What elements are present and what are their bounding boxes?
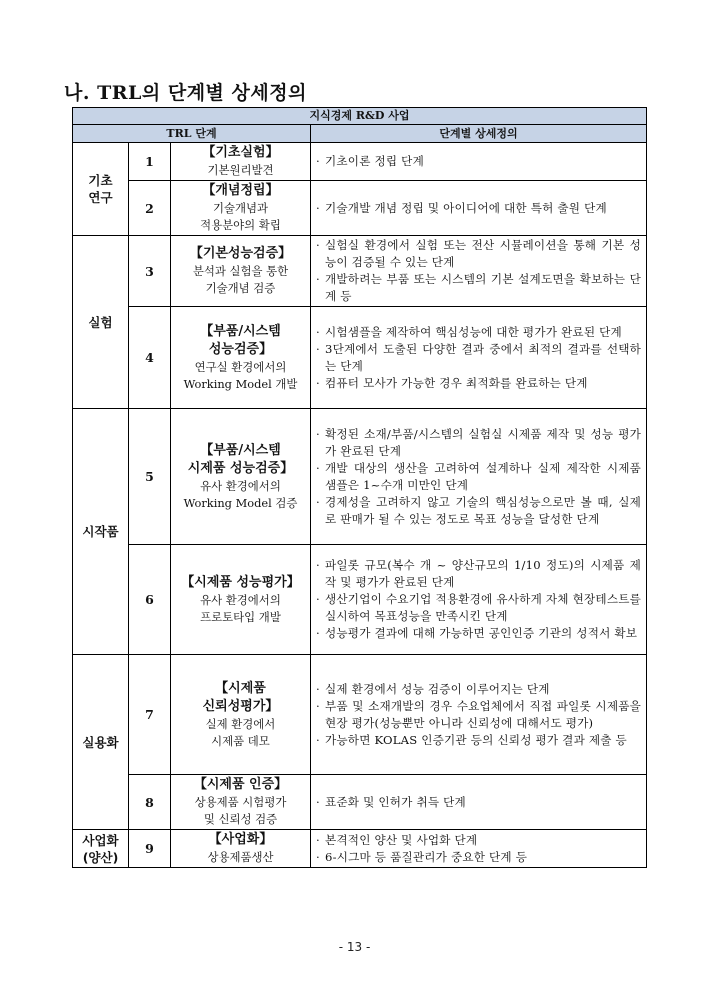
trl-name-cell (171, 143, 311, 181)
definition-item: · 실제 환경에서 성능 검증이 이루어지는 단계 (316, 681, 641, 698)
trl-subtitle: 기술개념과 (212, 201, 269, 215)
trl-row-8 (73, 775, 647, 830)
definition-item: · 경제성을 고려하지 않고 기술의 핵심성능으로만 볼 때, 실제로 판매가 될 수 있는 정도로 목표 성능을 달성한 단계 (316, 494, 641, 528)
trl-subtitle: 유사 환경에서의 (200, 592, 281, 607)
trl-name-cell (171, 775, 311, 830)
trl-subtitle: 적용분야의 확립 (200, 218, 281, 232)
definition-item: · 6-시그마 등 품질관리가 중요한 단계 등 (316, 849, 641, 866)
trl-level: 3 (129, 236, 171, 307)
trl-level: 1 (129, 143, 171, 181)
table-banner: 지식경제 R&D 사업 (73, 108, 647, 125)
trl-title: 【개념정립】 (202, 183, 279, 198)
trl-subtitle: Working Model 검증 (183, 495, 298, 510)
trl-definition-cell (311, 409, 647, 545)
trl-title: 【기초실험】 (202, 145, 279, 160)
trl-level: 8 (129, 775, 171, 830)
trl-title: 【부품/시스템 시제품 성능검증】 (187, 442, 294, 476)
trl-level: 2 (129, 181, 171, 236)
definition-item: · 기초이론 정립 단계 (316, 153, 641, 170)
definition-item: · 실험실 환경에서 실험 또는 전산 시뮬레이션을 통해 기본 성능이 검증될 수 있는 단계 (316, 237, 641, 271)
trl-subtitle: 유사 환경에서의 (200, 478, 281, 493)
trl-title: 【시제품 인증】 (193, 777, 288, 792)
trl-row-4 (73, 307, 647, 409)
table-header-row (73, 125, 647, 143)
trl-name-cell (171, 655, 311, 775)
trl-subtitle: Working Model 개발 (183, 376, 298, 391)
trl-definition-cell (311, 655, 647, 775)
trl-name-cell (171, 830, 311, 868)
definition-item: · 기술개발 개념 정립 및 아이디어에 대한 특허 출원 단계 (316, 200, 641, 217)
trl-row-5 (73, 409, 647, 545)
trl-row-9 (73, 830, 647, 868)
trl-name-cell (171, 409, 311, 545)
header-trl-stage: TRL 단계 (73, 125, 311, 143)
trl-title: 【시제품 신뢰성평가】 (202, 680, 279, 714)
trl-subtitle: 분석과 실험을 통한 (192, 264, 289, 278)
trl-subtitle: 기술개념 검증 (205, 281, 276, 295)
stage-label: 시작품 (73, 409, 129, 655)
definition-item: · 가능하면 KOLAS 인증기관 등의 신뢰성 평가 결과 제출 등 (316, 732, 641, 749)
trl-subtitle: 실제 환경에서 (205, 716, 276, 731)
page-number: - 13 - (338, 940, 371, 954)
trl-name-cell (171, 545, 311, 655)
trl-level: 4 (129, 307, 171, 409)
definition-item: · 3단계에서 도출된 다양한 결과 중에서 최적의 결과를 선택하는 단계 (316, 341, 641, 375)
trl-name-cell (171, 236, 311, 307)
trl-title: 【시제품 성능평가】 (181, 574, 300, 590)
trl-level: 6 (129, 545, 171, 655)
stage-label: 기초 연구 (73, 143, 129, 236)
trl-definition-cell (311, 545, 647, 655)
trl-title: 【사업화】 (208, 832, 273, 847)
trl-row-2 (73, 181, 647, 236)
stage-label: 사업화 (양산) (73, 830, 129, 868)
trl-level: 9 (129, 830, 171, 868)
trl-definition-cell (311, 181, 647, 236)
trl-level: 7 (129, 655, 171, 775)
trl-subtitle: 기본원리발견 (207, 163, 274, 177)
trl-title: 【부품/시스템 성능검증】 (200, 323, 281, 357)
trl-subtitle: 상용제품 시험평가 (194, 795, 287, 809)
trl-row-1 (73, 143, 647, 181)
trl-subtitle: 프로토타입 개발 (200, 609, 281, 624)
trl-subtitle: 상용제품생산 (207, 850, 274, 864)
section-title: 나. TRL의 단계별 상세정의 (64, 82, 307, 104)
trl-name-cell (171, 307, 311, 409)
trl-level: 5 (129, 409, 171, 545)
trl-subtitle: 및 신뢰성 검증 (203, 812, 278, 826)
trl-row-7 (73, 655, 647, 775)
trl-title: 【기본성능검증】 (189, 246, 292, 261)
definition-item: · 개발 대상의 생산을 고려하여 설계하나 실제 제작한 시제품 샘플은 1~수개 미만인 단계 (316, 460, 641, 494)
trl-definition-cell (311, 143, 647, 181)
header-definition: 단계별 상세정의 (311, 125, 647, 143)
trl-subtitle: 연구실 환경에서의 (194, 359, 287, 374)
trl-definition-cell (311, 775, 647, 830)
definition-item: · 성능평가 결과에 대해 가능하면 공인인증 기관의 성적서 확보 (316, 625, 641, 642)
trl-subtitle: 시제품 데모 (211, 733, 270, 748)
definition-item: · 부품 및 소재개발의 경우 수요업체에서 직접 파일롯 시제품을 현장 평가(성능뿐만 아니라 신뢰성에 대해서도 평가) (316, 698, 641, 732)
trl-definition-cell (311, 236, 647, 307)
definition-item: · 컴퓨터 모사가 가능한 경우 최적화를 완료하는 단계 (316, 375, 641, 392)
definition-item: · 개발하려는 부품 또는 시스템의 기본 설계도면을 확보하는 단계 등 (316, 271, 641, 305)
stage-label: 실험 (73, 236, 129, 409)
definition-item: · 파일롯 규모(복수 개 ~ 양산규모의 1/10 정도)의 시제품 제작 및 평가가 완료된 단계 (316, 557, 641, 591)
definition-item: · 시험샘플을 제작하여 핵심성능에 대한 평가가 완료된 단계 (316, 324, 641, 341)
definition-item: · 확정된 소재/부품/시스템의 실험실 시제품 제작 및 성능 평가가 완료된 단계 (316, 426, 641, 460)
trl-row-6 (73, 545, 647, 655)
trl-definition-cell (311, 307, 647, 409)
trl-name-cell (171, 181, 311, 236)
definition-item: · 표준화 및 인허가 취득 단계 (316, 794, 641, 811)
table-banner-row (73, 108, 647, 125)
definition-item: · 생산기업이 수요기업 적용환경에 유사하게 자체 현장테스트를 실시하여 목표성능을 만족시킨 단계 (316, 591, 641, 625)
stage-label: 실용화 (73, 655, 129, 830)
trl-definition-cell (311, 830, 647, 868)
trl-row-3 (73, 236, 647, 307)
trl-table (72, 107, 647, 868)
definition-item: · 본격적인 양산 및 사업화 단계 (316, 832, 641, 849)
